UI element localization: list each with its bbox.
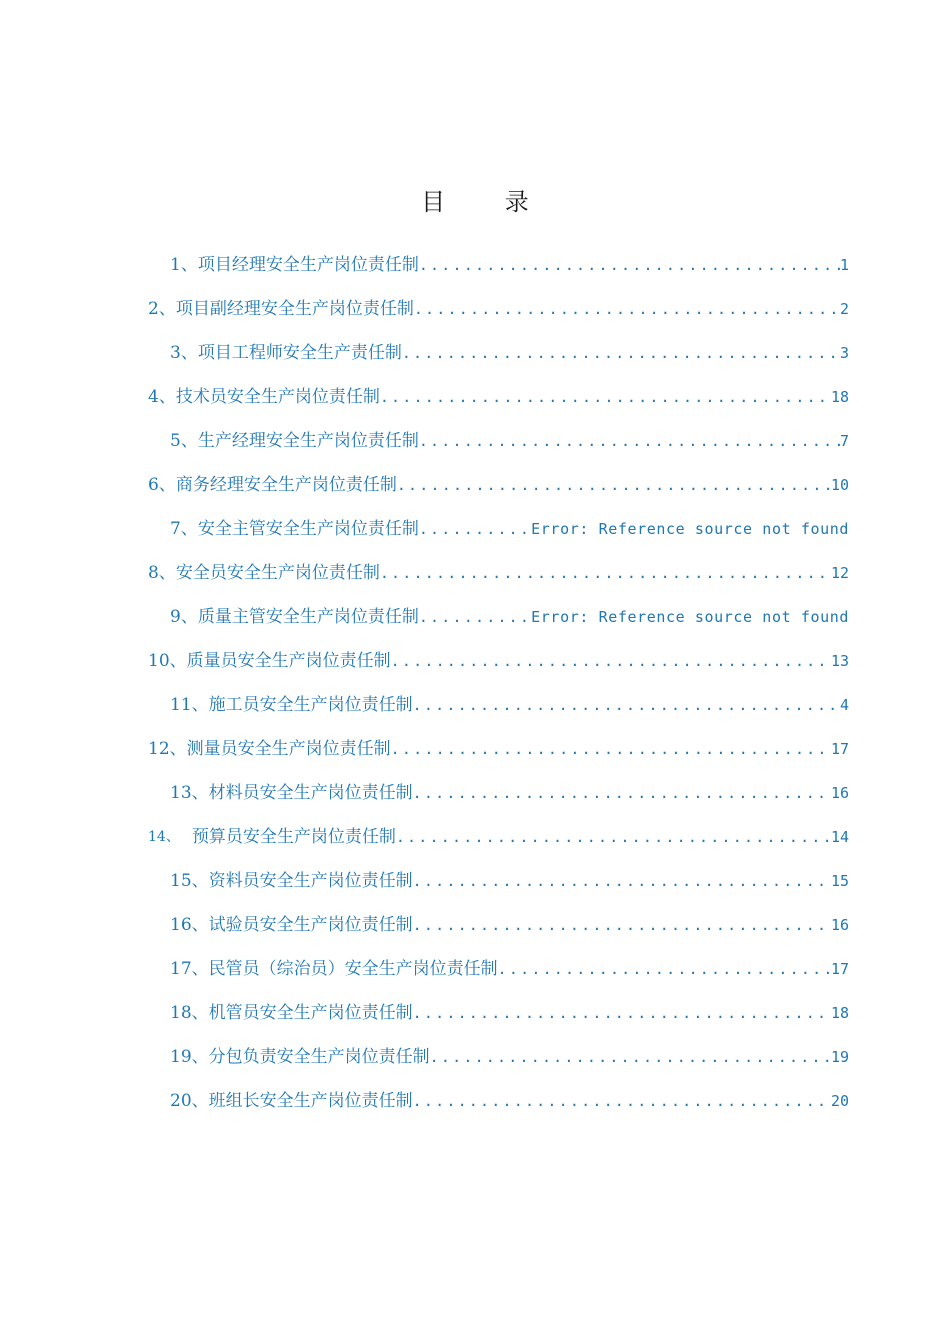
toc-entry-number: 3、: [170, 343, 198, 363]
toc-dot-leader: [396, 822, 831, 852]
toc-entry-number: 16、: [170, 915, 209, 935]
toc-entry-label: 材料员安全生产岗位责任制: [208, 783, 413, 803]
toc-entry-label: 生产经理安全生产岗位责任制: [197, 431, 419, 451]
toc-entry-label: 质量主管安全生产岗位责任制: [197, 607, 419, 627]
toc-entry-number: 14、: [148, 829, 180, 845]
toc-entry-page-number: 17: [830, 960, 849, 978]
toc-entry[interactable]: [170, 338, 849, 368]
toc-entry-label: 机管员安全生产岗位责任制: [208, 1003, 413, 1023]
toc-entry-page-number: 14: [830, 828, 849, 846]
toc-dot-leader: [391, 734, 831, 764]
toc-dot-leader: [380, 382, 831, 412]
toc-dot-leader: [414, 294, 840, 324]
toc-entry-page-number: 1: [839, 256, 849, 274]
toc-entry-page-number: 7: [839, 432, 849, 450]
toc-entry-number: 9、: [170, 607, 198, 627]
toc-entry[interactable]: [148, 822, 849, 852]
toc-entry-page-number: 13: [830, 652, 849, 670]
toc-entry-label: 预算员安全生产岗位责任制: [191, 827, 396, 847]
toc-entry[interactable]: [170, 1086, 849, 1116]
toc-entry-page-number: 19: [830, 1048, 849, 1066]
toc-entry-label: 民管员（综治员）安全生产岗位责任制: [208, 959, 498, 979]
toc-entry-label: 项目副经理安全生产岗位责任制: [175, 299, 414, 319]
toc-entry-page-number: 17: [830, 740, 849, 758]
toc-entry-number: 13、: [170, 783, 209, 803]
toc-entry-label: 安全主管安全生产岗位责任制: [197, 519, 419, 539]
toc-entry[interactable]: [170, 998, 849, 1028]
toc-entry-page-number: 4: [839, 696, 849, 714]
toc-entry[interactable]: [148, 294, 849, 324]
toc-dot-leader: [413, 1086, 831, 1116]
toc-entry-page-number: 10: [830, 476, 849, 494]
toc-entry-number: 12、: [148, 739, 187, 759]
toc-entry[interactable]: [148, 558, 849, 588]
toc-entry-number: 20、: [170, 1091, 209, 1111]
toc-entry[interactable]: [170, 690, 849, 720]
toc-entry-page-number: 18: [830, 1004, 849, 1022]
toc-entry-number: 4、: [148, 387, 176, 407]
toc-dot-leader: [419, 602, 531, 632]
toc-entry[interactable]: [170, 602, 849, 632]
toc-entry-label: 项目工程师安全生产责任制: [197, 343, 402, 363]
toc-entry-number: 2、: [148, 299, 176, 319]
toc-entry[interactable]: [170, 778, 849, 808]
toc-entry-label: 质量员安全生产岗位责任制: [186, 651, 391, 671]
toc-dot-leader: [413, 778, 831, 808]
toc-dot-leader: [430, 1042, 831, 1072]
toc-entry[interactable]: [148, 382, 849, 412]
toc-dot-leader: [391, 646, 831, 676]
toc-entry-number: 17、: [170, 959, 209, 979]
toc-entry-page-number: Error: Reference source not found: [531, 520, 849, 538]
toc-entry-page-number: 20: [830, 1092, 849, 1110]
toc-dot-leader: [380, 558, 831, 588]
toc-entry-label: 技术员安全生产岗位责任制: [175, 387, 380, 407]
toc-entry-label: 项目经理安全生产岗位责任制: [197, 255, 419, 275]
toc-entry-number: 5、: [170, 431, 198, 451]
toc-entry-number: 8、: [148, 563, 176, 583]
toc-entry[interactable]: [170, 514, 849, 544]
toc-entry-page-number: 16: [830, 784, 849, 802]
toc-entry[interactable]: [170, 910, 849, 940]
toc-dot-leader: [397, 470, 831, 500]
toc-entry-number: 1、: [170, 255, 198, 275]
toc-entry[interactable]: [148, 646, 849, 676]
toc-entry-number: 6、: [148, 475, 176, 495]
toc-entry-page-number: 15: [830, 872, 849, 890]
toc-entry-number: 18、: [170, 1003, 209, 1023]
toc-entry-label: 试验员安全生产岗位责任制: [208, 915, 413, 935]
toc-dot-leader: [413, 866, 831, 896]
toc-entry-page-number: 12: [830, 564, 849, 582]
toc-entry-label: 安全员安全生产岗位责任制: [175, 563, 380, 583]
toc-entry-label: 班组长安全生产岗位责任制: [208, 1091, 413, 1111]
toc-dot-leader: [413, 998, 831, 1028]
toc-entry-label: 资料员安全生产岗位责任制: [208, 871, 413, 891]
toc-entry-page-number: 3: [839, 344, 849, 362]
toc-dot-leader: [413, 690, 840, 720]
toc-entry-page-number: 16: [830, 916, 849, 934]
toc-entry-page-number: Error: Reference source not found: [531, 608, 849, 626]
toc-dot-leader: [419, 514, 531, 544]
toc-dot-leader: [498, 954, 831, 984]
toc-dot-leader: [413, 910, 831, 940]
page-title: 目 录: [421, 188, 555, 216]
toc-entry[interactable]: [170, 954, 849, 984]
toc-entry[interactable]: [170, 250, 849, 280]
toc-entry[interactable]: [170, 866, 849, 896]
toc-entry-number: 10、: [148, 651, 187, 671]
toc-dot-leader: [419, 426, 840, 456]
toc-entry[interactable]: [148, 734, 849, 764]
toc-entry-label: 测量员安全生产岗位责任制: [186, 739, 391, 759]
toc-entry-number: 11、: [170, 695, 209, 715]
toc-entry-label: 施工员安全生产岗位责任制: [208, 695, 413, 715]
toc-entry-number: 7、: [170, 519, 198, 539]
toc-entry[interactable]: [170, 426, 849, 456]
toc-entry-label: 分包负责安全生产岗位责任制: [208, 1047, 430, 1067]
toc-dot-leader: [402, 338, 840, 368]
toc-entry[interactable]: [170, 1042, 849, 1072]
toc-entry-number: 15、: [170, 871, 209, 891]
toc-dot-leader: [419, 250, 840, 280]
toc-entry[interactable]: [148, 470, 849, 500]
toc-entry-page-number: 18: [830, 388, 849, 406]
toc-entry-label: 商务经理安全生产岗位责任制: [175, 475, 397, 495]
toc-entry-page-number: 2: [839, 300, 849, 318]
toc-entry-number: 19、: [170, 1047, 209, 1067]
